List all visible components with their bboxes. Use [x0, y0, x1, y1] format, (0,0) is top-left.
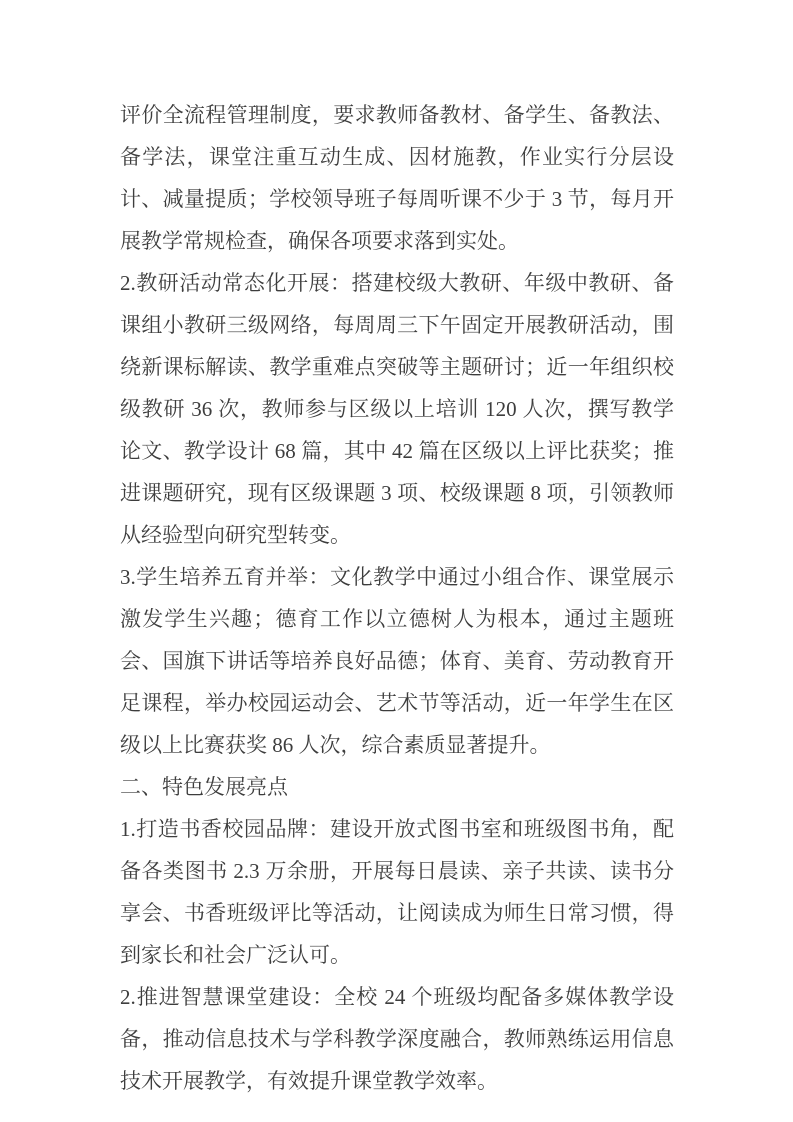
paragraph-continuation-teaching-management: 评价全流程管理制度，要求教师备教材、备学生、备教法、备学法，课堂注重互动生成、因材施教，作业实行分层设计、减量提质；学校领导班子每周听课不少于 3 节，每月开展教学常规检查，确保各项要求落到实处。	[120, 103, 674, 253]
paragraph-teaching-research: 2.教研活动常态化开展：搭建校级大教研、年级中教研、备课组小教研三级网络，每周周三下午固定开展教研活动，围绕新课标解读、教学重难点突破等主题研讨；近一年组织校级教研 36 次，教师参与区级以上培训 120 人次，撰写教学论文、教学设计 68 篇，其中 42 篇在区级以上评比获奖；推进课题研究，现有区级课题 3 项、校级课题 8 项，引领教师从经验型向研究型转变。	[120, 271, 674, 547]
document-text-block	[120, 94, 674, 1102]
paragraph-smart-classroom: 2.推进智慧课堂建设：全校 24 个班级均配备多媒体教学设备，推动信息技术与学科教学深度融合，教师熟练运用信息技术开展教学，有效提升课堂教学效率。	[120, 985, 674, 1093]
paragraph-reading-campus-brand: 1.打造书香校园品牌：建设开放式图书室和班级图书角，配备各类图书 2.3 万余册，开展每日晨读、亲子共读、读书分享会、书香班级评比等活动，让阅读成为师生日常习惯，得到家长和社会广泛认可。	[120, 817, 674, 967]
section-heading-featured-development: 二、特色发展亮点	[120, 775, 288, 799]
paragraph-student-development: 3.学生培养五育并举：文化教学中通过小组合作、课堂展示激发学生兴趣；德育工作以立德树人为根本，通过主题班会、国旗下讲话等培养良好品德；体育、美育、劳动教育开足课程，举办校园运动会、艺术节等活动，近一年学生在区级以上比赛获奖 86 人次，综合素质显著提升。	[120, 565, 674, 757]
